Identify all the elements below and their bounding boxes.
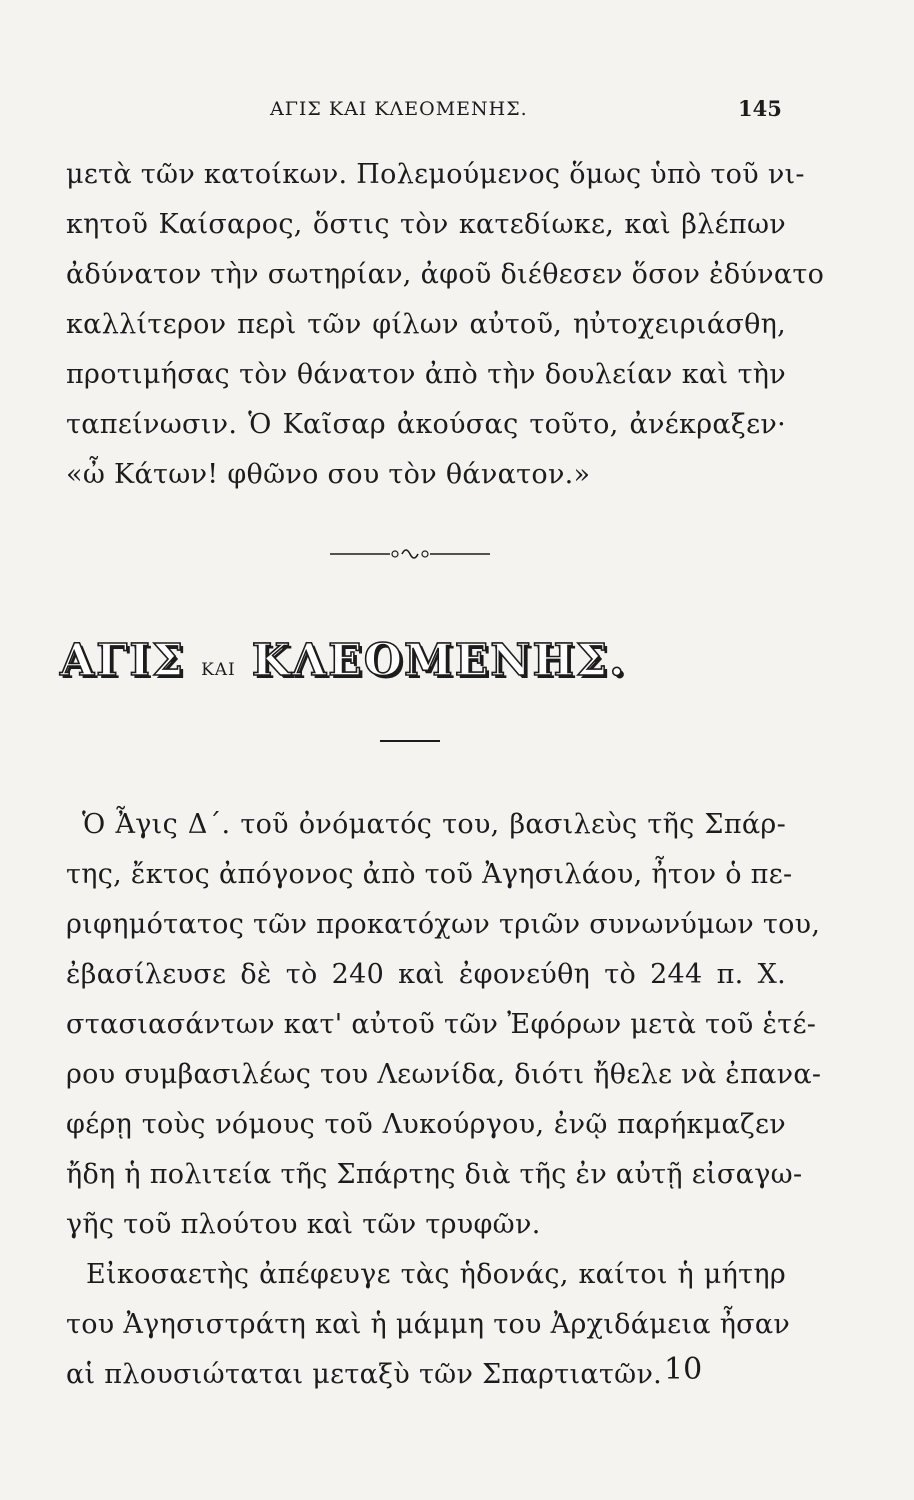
text-line: Ὁ Ἆγις Δ΄. τοῦ ὀνόματός του, βασιλεὺς τῆς Σπάρ- bbox=[82, 809, 786, 840]
title-rule bbox=[380, 740, 440, 742]
top-text-block bbox=[66, 150, 825, 500]
text-line: ριφημότατος τῶν προκατόχων τριῶν συνωνύμων του, bbox=[66, 909, 821, 940]
text-line: γῆς τοῦ πλούτου καὶ τῶν τρυφῶν. bbox=[66, 1209, 541, 1240]
section-title bbox=[60, 632, 780, 686]
page-number: 145 bbox=[738, 96, 782, 121]
text-line: ρου συμβασιλέως του Λεωνίδα, διότι ἤθελε νὰ ἐπανα- bbox=[66, 1059, 822, 1090]
text-line: της, ἔκτος ἀπόγονος ἀπὸ τοῦ Ἀγησιλάου, ἦτον ὁ πε- bbox=[66, 859, 793, 890]
text-line: ἐβασίλευσε δὲ τὸ 240 καὶ ἐφονεύθη τὸ 244 π. Χ. bbox=[66, 959, 786, 990]
text-line: προτιμήσας τὸν θάνατον ἀπὸ τὴν δουλείαν καὶ τὴν bbox=[66, 359, 786, 390]
section-title-part2: ΚΛΕΟΜΕΝΗΣ. bbox=[251, 635, 627, 686]
text-line: «ὦ Κάτων! φθῶνο σου τὸν θάνατον.» bbox=[66, 459, 591, 490]
text-line: καλλίτερον περὶ τῶν φίλων αὐτοῦ, ηὐτοχειριάσθη, bbox=[66, 309, 786, 340]
running-title: ΑΓΙΣ ΚΑΙ ΚΛΕΟΜΕΝΗΣ. bbox=[270, 98, 528, 120]
text-line: μετὰ τῶν κατοίκων. Πολεμούμενος ὅμως ὑπὸ τοῦ νι- bbox=[66, 159, 805, 190]
text-line: ἀδύνατον τὴν σωτηρίαν, ἀφοῦ διέθεσεν ὅσον ἐδύνατο bbox=[66, 259, 825, 290]
text-line: αἱ πλουσιώταται μεταξὺ τῶν Σπαρτιατῶν. bbox=[66, 1359, 663, 1390]
text-line: κητοῦ Καίσαρος, ὅστις τὸν κατεδίωκε, καὶ βλέπων bbox=[66, 209, 786, 240]
section-title-part1: ΑΓΙΣ bbox=[60, 635, 186, 686]
text-line: του Ἀγησιστράτη καὶ ἡ μάμμη του Ἀρχιδάμεια ἦσαν bbox=[66, 1309, 791, 1340]
text-line: ἤδη ἡ πολιτεία τῆς Σπάρτης διὰ τῆς ἐν αὐτῇ εἰσαγω- bbox=[66, 1159, 803, 1190]
paragraph-1 bbox=[66, 800, 822, 1250]
text-line: στασιασάντων κατ' αὐτοῦ τῶν Ἐφόρων μετὰ τοῦ ἑτέ- bbox=[66, 1009, 817, 1040]
signature-mark: 10 bbox=[664, 1352, 703, 1387]
text-line: φέρῃ τοὺς νόμους τοῦ Λυκούργου, ἐνῷ παρήκμαζεν bbox=[66, 1109, 786, 1140]
text-line: Εἰκοσαετὴς ἀπέφευγε τὰς ἡδονάς, καίτοι ἡ μήτηρ bbox=[86, 1259, 786, 1290]
section-title-conjunction: ΚΑΙ bbox=[201, 660, 236, 680]
ornament-divider bbox=[330, 544, 490, 564]
text-line: ταπείνωσιν. Ὁ Καῖσαρ ἀκούσας τοῦτο, ἀνέκραξεν· bbox=[66, 409, 786, 440]
